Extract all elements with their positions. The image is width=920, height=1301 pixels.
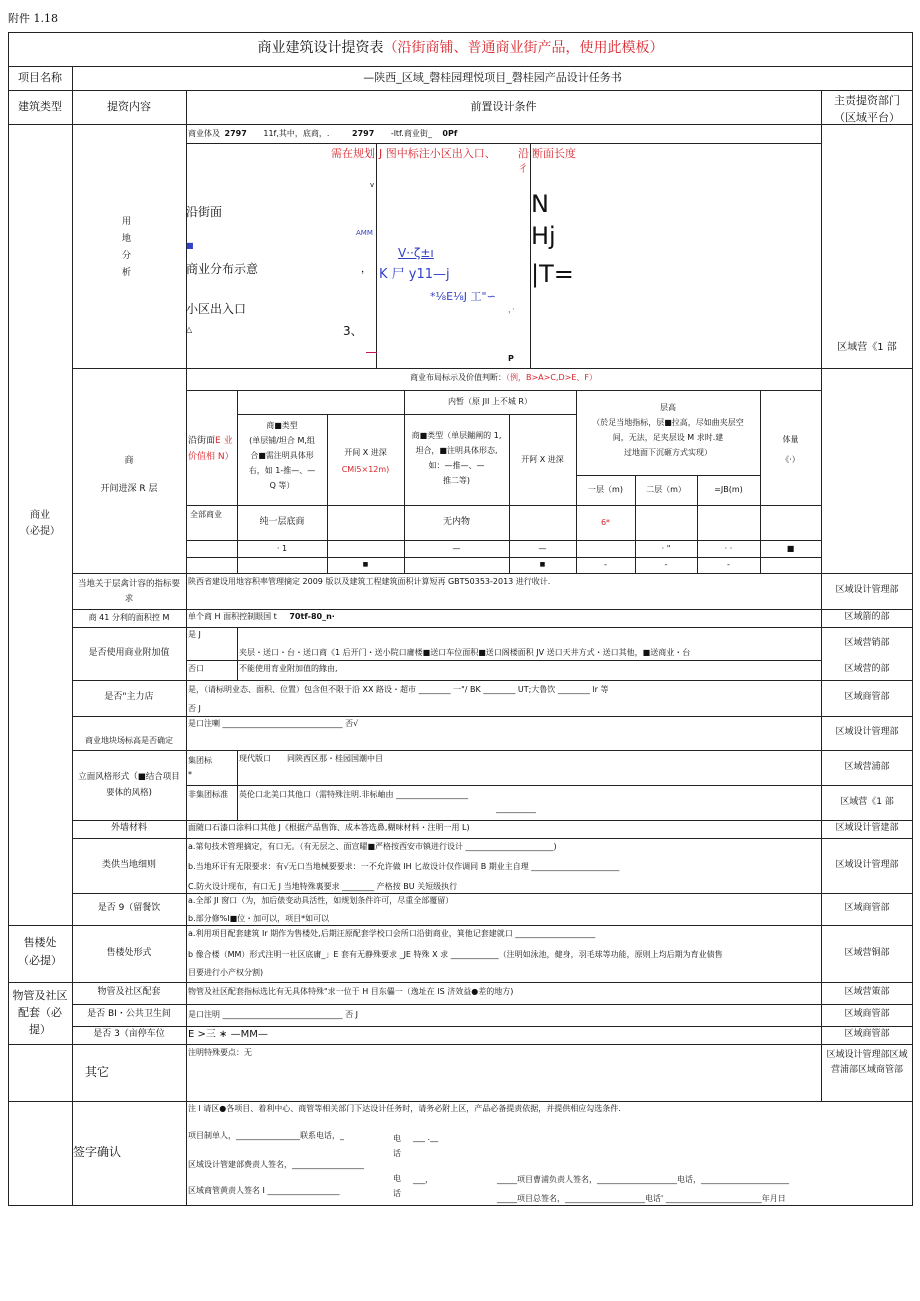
sign-phone-b-label: 电 话 xyxy=(393,1174,401,1198)
facilities-item-2: 是否 BI・公共卫生间 xyxy=(87,1009,171,1020)
sales-label: 售楼处 （必提） xyxy=(18,936,62,967)
facilities-item-3-value: E >三 ∗ —MM— xyxy=(188,1029,268,1040)
facilities-item-3-dept: 区域商管部 xyxy=(844,1029,890,1040)
addon-yes-detail: 夹层・送口・台・送口商《1 后开门・送小院口庸楼■送口车位面积■送口阁楼面积 JV 送口天井方式・送口其他，■送商业・台 xyxy=(239,648,691,657)
facilities-item-2-value: 是口注明 ______________________________ 否 J xyxy=(188,1010,358,1019)
other-label: 其它 xyxy=(84,1064,109,1079)
inner-street-header: 内暂（原 Jll 上不城 R） xyxy=(448,397,532,407)
facilities-item-1-value: 物管及社区配套指标选比有无具体特殊"求一位于 H 目东儡一（逸址在 IS 济效益●差的地方) xyxy=(188,987,514,996)
header-dept xyxy=(821,92,913,126)
row2-f3: · · xyxy=(724,543,733,553)
sales-line-c: 目要进行小产权分割) xyxy=(188,968,264,977)
wall-dept: 区域设计管建部 xyxy=(835,823,899,834)
header-content: 提资内容 xyxy=(107,100,151,114)
facilities-label: 物管及社区 配套（必 提） xyxy=(12,989,68,1036)
style-group-value: 现代版口 同陕西区那・桂园国潮中目 xyxy=(239,754,383,763)
sign-design-head: 区域设计管建部费责人签名，__________________ xyxy=(188,1160,364,1169)
commerce-label-text: 商业 xyxy=(30,510,50,521)
header-building-type: 建筑类型 xyxy=(18,100,62,114)
dining-a: a.全部 JI 窗口（为，加后俵变动具活性，如规划条件许可，尽重全部覆留） xyxy=(188,896,454,905)
sign-project-total: _____项目总签名，____________________电话' ________________________年月日 xyxy=(497,1194,786,1203)
land-label-char: 用 xyxy=(122,217,132,227)
land-dept: 区域营《1 部 xyxy=(837,342,897,354)
map-note-2: J 图中标注小区出入口、 xyxy=(379,147,496,160)
compass-n: N xyxy=(531,190,549,218)
addon-dept-2: 区域营的部 xyxy=(844,664,890,675)
street-face-header: 沿街面E 业 价值相 N） xyxy=(188,436,234,462)
wall-value: 面随口石漆口涂料口其他 J《根据产品售饰、成本答选鼻,糊味材料・注明一用 L) xyxy=(188,823,470,832)
sign-maker: 项目制单人，________________联系电话，_ xyxy=(188,1131,344,1140)
detail-label: 类供当地细则 xyxy=(101,859,156,870)
project-name-value: —陕西_区域_磬桂园理悦项目_磬桂园产品设计任务书 xyxy=(363,71,622,85)
bay-depth-a: 开间 X 进深 CMi5×12m) xyxy=(341,448,390,474)
facilities-item-3: 是否 3（亩停车位 xyxy=(93,1029,165,1040)
volume-header: 体量 《·） xyxy=(781,435,800,464)
row-all-commerce-type: 纯一层底商 xyxy=(259,516,305,527)
facilities-item-1-dept: 区域营策部 xyxy=(844,987,890,998)
row3-e: - xyxy=(664,560,668,570)
layout-left-label: 商 开间进深 R 层 xyxy=(100,456,158,494)
anchor-line-2: 否 J xyxy=(188,704,201,713)
detail-c: C.防火设计现布，有口无 J 当地特殊裏要求 ________ 产格按 BU 关短级执行 xyxy=(188,882,458,891)
area-dept: 区域箭的部 xyxy=(844,612,890,623)
row2-type: · 1 xyxy=(276,543,288,553)
row-all-commerce-f1: 6* xyxy=(600,517,611,527)
map-pink-tick xyxy=(366,352,377,353)
wall-label: 外墙材料 xyxy=(110,823,147,834)
index-label: 当地关于层禽计容的指标要 求 xyxy=(77,579,180,604)
bay-depth-b: 开阿 X 进深 xyxy=(521,454,564,464)
floor-3-header: =JB(m) xyxy=(714,485,743,495)
map-blue-text-1: V··ζ±ı xyxy=(398,246,434,260)
row2-f2: · " xyxy=(661,543,671,553)
legend-entrance: 小区出入口 xyxy=(186,302,247,316)
row2-inner: — xyxy=(452,543,461,553)
shop-type-b: 商■类型（单层鏰阐的 1, 坦合，■注明具体形态, 如：—推—、— 推二等) xyxy=(411,431,502,485)
map-mark-comma: ， xyxy=(361,264,371,275)
legend-commerce-dist: 商业分布示意 xyxy=(186,262,259,276)
title-main: 商业建筑设计提资表 xyxy=(257,40,384,56)
land-label-char: 析 xyxy=(122,268,132,278)
sign-phone-a-label: 电 话 xyxy=(393,1134,401,1158)
style-nongroup-value-2: __________ xyxy=(496,804,536,813)
sign-phone-b-value: ___， xyxy=(413,1175,433,1184)
row2-bay: — xyxy=(538,543,547,553)
row2-volume: ■ xyxy=(786,543,795,553)
map-mark-p: P xyxy=(508,354,514,363)
legend-triangle-icon: △ xyxy=(186,325,193,334)
map-note-3: 沿 xyxy=(518,147,529,160)
row3-a: ■ xyxy=(362,560,369,568)
style-dept-2: 区域营《1 部 xyxy=(840,796,894,807)
detail-b: b.当地环讦有无限要求：有√无口当地械要要求：一不允许做 IH 匕故设计仅作调同 B 期业主自理 ______________________ xyxy=(188,862,620,871)
facilities-item-2-dept: 区域商管部 xyxy=(844,1009,890,1020)
land-analysis-label xyxy=(122,214,131,282)
map-note-4: 断面长度 xyxy=(532,147,576,160)
floor-2-header: 二层（m） xyxy=(646,485,686,495)
floor-1-header: 一层（m) xyxy=(588,485,623,495)
index-value: 陕西省建设用地容积率管理摘定 2009 版以及建筑工程建筑面积计算短再 GBT50353-2013 进行收计. xyxy=(188,577,551,586)
legend-street-face: 沿街面 xyxy=(186,205,223,219)
style-nongroup-value: 英伦口北美口其他口（需特殊注明.非标岫由 __________________ xyxy=(239,790,469,799)
detail-a: a.第旬技术管理摘定，有口无。（有无层之、面宣曜■严格按西安市镇进行设计 ______________________) xyxy=(188,842,557,851)
addon-yes: 是 J xyxy=(188,630,201,639)
area-value: 单个商 H 面积控制眼国 t 70tf-80_n· xyxy=(188,612,335,621)
map-mark-v: v xyxy=(370,181,375,189)
row-all-commerce-label: 全部商业 xyxy=(190,510,222,519)
style-label: 立面风格形式（■结合项目 要体的风格) xyxy=(78,772,180,798)
style-dept-1: 区域营浦部 xyxy=(844,761,890,772)
elevation-dept: 区域设计管理部 xyxy=(835,727,899,738)
sales-item: 售楼处形式 xyxy=(106,947,152,958)
elevation-label: 商业地块场标高是否确定 xyxy=(85,736,173,745)
sign-business-head: 区域商管黄责人签名 I __________________ xyxy=(188,1186,340,1195)
row3-d: - xyxy=(604,560,607,570)
compass-hj: Hj xyxy=(531,222,556,250)
area-label: 商 41 分利的面积控 M xyxy=(88,613,170,623)
addon-dept-1: 区域营销部 xyxy=(844,637,890,648)
addon-no-detail: 不能使用育业附加值的緣由, xyxy=(239,664,338,673)
header-dept-line1: 主责提资部门 xyxy=(834,94,900,107)
sign-project-manager: _____项目曹浦负责人签名，____________________电话，______________________ xyxy=(497,1175,789,1184)
map-mark-amm: AMM xyxy=(356,229,373,237)
sign-phone-a-value: ___ .__ xyxy=(413,1133,439,1142)
anchor-label: 是否"主力店 xyxy=(104,692,154,703)
anchor-line-1: 是，（请标明业态、面积、位置）包含但不限于沿 XX 路设・超市 ________ 一"/ BK ________ UT;大鲁饮 ________ lr 等 xyxy=(188,685,609,694)
sign-note: 注 l 请区●各项目、着利中心、商管等相关部门下达设计任务时，请务必附上区，产品必备提责依据，并提供相应勾选条件. xyxy=(188,1104,621,1113)
project-name-label: 项目名称 xyxy=(18,71,62,85)
legend-square-icon: ■ xyxy=(186,241,194,250)
map-note-1: 需在规划 xyxy=(331,147,375,160)
map-mark-3: 3、 xyxy=(343,324,363,338)
layout-title: 商业布局标示及价值判断：（例，B>A>C,D>E、F） xyxy=(409,373,597,382)
map-blue-dots: ，· xyxy=(508,305,515,314)
other-value: 注明特殊要点：无 xyxy=(188,1048,252,1057)
header-conditions: 前置设计条件 xyxy=(470,100,537,114)
table-border-top xyxy=(8,32,913,33)
attachment-label: 附件 1.18 xyxy=(8,12,58,25)
floor-height-header: 层高 （於足当地指标，层■拉高，尽如曲夹层空 间，无法，足夹层设 M 求时.建 过地面下沉砸方式实现） xyxy=(592,403,744,457)
row3-c: ■ xyxy=(539,560,546,568)
sales-line-a: a.利用项目配套建筑 Ir 期作为售楼处,后期汪原配套学校口会所口沿街商业，箕他记套建就口 ____________________ xyxy=(188,929,596,938)
map-note-5: 彳 xyxy=(518,164,528,175)
compass-t: |T= xyxy=(531,260,574,288)
land-label-char: 分 xyxy=(122,251,132,261)
sales-line-b: b 像合楼（MM）形式注明一社区底庸_」E 套有无静殊要求 _JE 特殊 X 求 ____________（注明如泳池，健身，羽毛球等功能，原则上均后期为育业债售 xyxy=(188,950,723,959)
style-group-label: 集团标 * xyxy=(188,756,212,779)
sign-label: 签字确认 xyxy=(72,1145,121,1160)
style-nongroup-label: 非集团标准 xyxy=(188,790,228,799)
table-border-bottom xyxy=(8,1205,913,1206)
dining-label: 是否 9（留餐饮 xyxy=(97,903,161,914)
map-blue-text-2: K 尸 y11—j xyxy=(379,267,450,282)
dining-b: b.部分修%I■位・加可以，项目*如可以 xyxy=(188,914,330,923)
addon-no: 否口 xyxy=(188,664,204,673)
row3-f: - xyxy=(727,560,730,570)
land-area-line: 商业体及 2797 11f,其中，底商，. 2797 -ltf.商业街_ 0Pf xyxy=(188,129,458,138)
other-dept: 区域设计管理部区域 营浦部区域商管部 xyxy=(826,1050,908,1075)
index-dept: 区域设计管理部 xyxy=(835,585,899,596)
shop-type-a: 商■类型 (单层铺/坦合 M,组 合■需注明具体形 右，如 1-推—、— Q 等） xyxy=(248,421,316,490)
land-label-char: 地 xyxy=(122,234,132,244)
sales-dept: 区域营铜部 xyxy=(844,947,890,958)
commerce-label-sub: （必提） xyxy=(20,526,60,537)
row-all-commerce-inner: 无内物 xyxy=(442,516,470,527)
addon-label: 是否使用商业附加值 xyxy=(88,647,170,658)
detail-dept: 区域设计管理部 xyxy=(835,859,899,870)
map-blue-text-3: *⅛E⅛J 工"∽ xyxy=(430,290,496,303)
dining-dept: 区域商管部 xyxy=(844,903,890,914)
header-dept-line2: （区域平台） xyxy=(834,111,900,124)
commerce-label xyxy=(8,508,72,540)
elevation-value: 是口注喇 ______________________________ 否√ xyxy=(188,719,359,728)
title-note: （沿街商铺、普通商业街产品，使用此模板） xyxy=(383,40,664,56)
facilities-item-1: 物管及社区配套 xyxy=(97,987,161,998)
anchor-dept: 区域商管部 xyxy=(844,692,890,703)
page-title xyxy=(8,36,913,60)
